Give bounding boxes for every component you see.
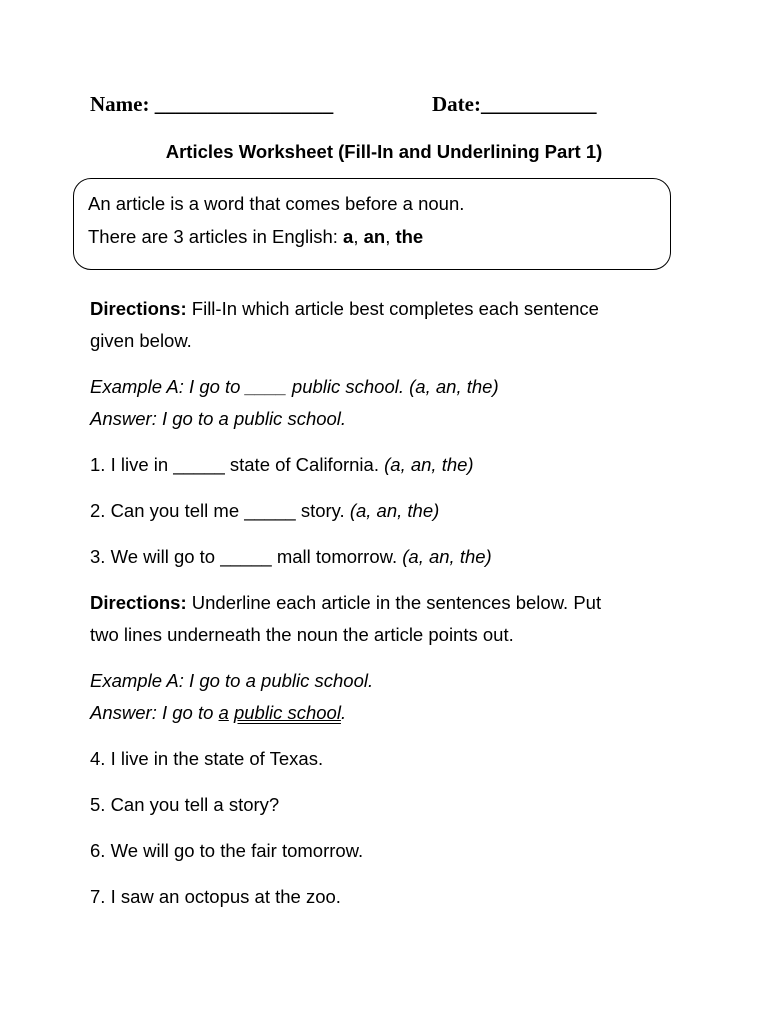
section2-directions [90,587,690,651]
question-2-choices: (a, an, the) [349,500,440,521]
section2-directions-label: Directions: [90,592,187,613]
definition-line-1: An article is a word that comes before a noun. [88,193,465,214]
question-1-text: 1. I live in _____ state of California. [90,454,385,475]
article-the: the [395,226,424,247]
section2-answer-end: . [340,702,347,723]
section2-example [90,665,690,729]
question-6: 6. We will go to the fair tomorrow. [90,840,364,861]
worksheet-title: Articles Worksheet (Fill-In and Underlining Part 1) [165,141,603,162]
date-field-label: Date:___________ [432,92,597,116]
section2-directions-text-2: two lines underneath the noun the article points out. [90,624,514,645]
article-a: a [343,226,354,247]
question-2-text: 2. Can you tell me _____ story. [90,500,350,521]
definition-box [73,178,671,270]
double-underlined-noun: public school [233,702,341,723]
underlined-article: a [218,702,229,723]
definition-line-2-prefix: There are 3 articles in English: [88,226,344,247]
section1-answer-line: Answer: I go to a public school. [90,408,347,429]
article-an: an [363,226,386,247]
question-3 [90,541,690,573]
question-5: 5. Can you tell a story? [90,794,280,815]
name-field-label: Name: _________________ [90,92,334,116]
section1-directions-text-1: Fill-In which article best completes each sentence [186,298,599,319]
section2-example-line: Example A: I go to a public school. [90,670,374,691]
question-1 [90,449,690,481]
separator-2: , [385,226,396,247]
separator-1: , [353,226,364,247]
section1-directions-text-2: given below. [90,330,192,351]
section1-directions [90,293,690,357]
question-4: 4. I live in the state of Texas. [90,748,324,769]
question-3-choices: (a, an, the) [402,546,492,567]
section2-answer-line [90,697,690,729]
section1-directions-label: Directions: [90,298,187,319]
header-row [90,92,650,117]
question-2 [90,495,690,527]
section1-example-line: Example A: I go to ____ public school. (a, an, the) [90,376,499,397]
question-7: 7. I saw an octopus at the zoo. [90,886,341,907]
section2-answer-prefix: Answer: I go to [90,702,219,723]
question-1-choices: (a, an, the) [384,454,474,475]
section2-directions-text-1: Underline each article in the sentences below. Put [186,592,602,613]
section1-example [90,371,690,435]
question-3-text: 3. We will go to _____ mall tomorrow. [90,546,403,567]
definition-line-2 [88,220,670,253]
